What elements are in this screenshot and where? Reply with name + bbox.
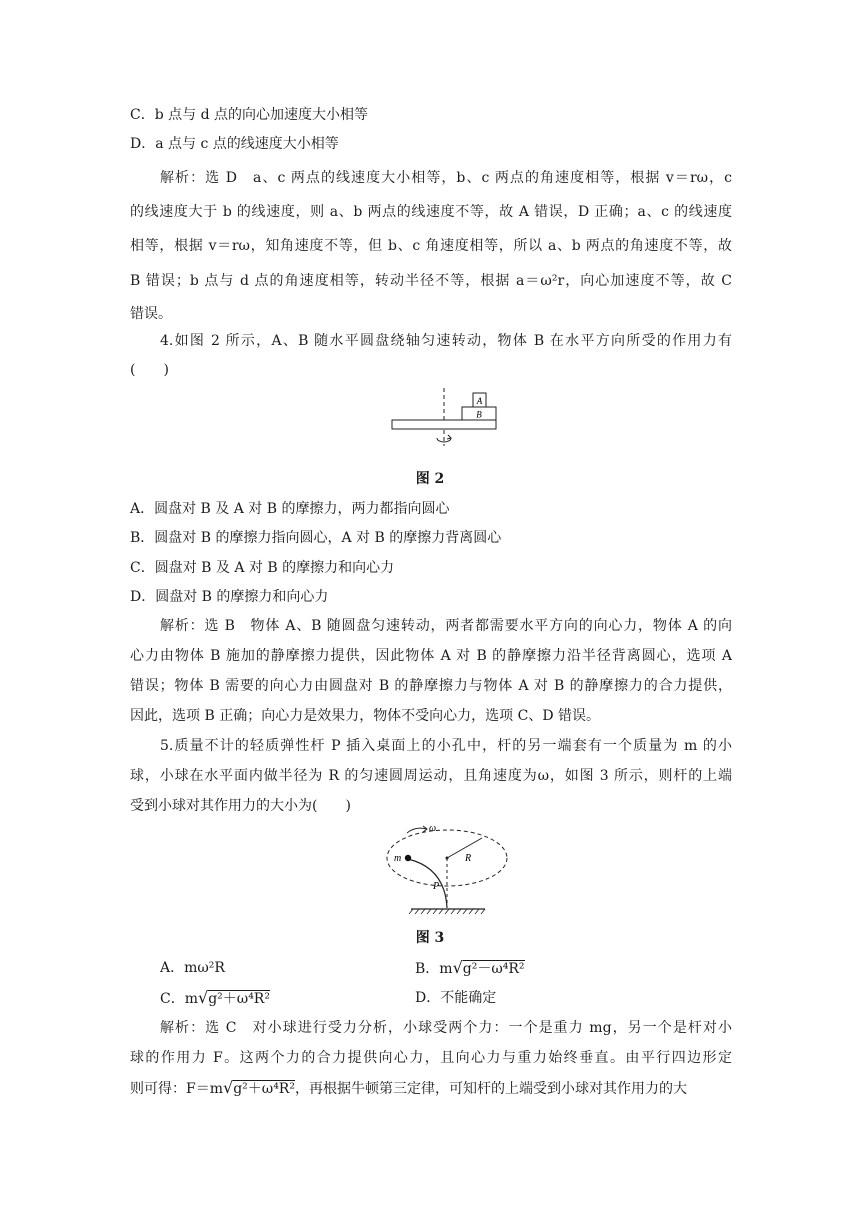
figure-3-caption: 图 3 [415,930,445,946]
q5-stem-line-2: 球，小球在水平面内做半径为 R 的匀速圆周运动，且角速度为ω，如图 3 所示，则杆的上端 [130,768,732,784]
figure-2-diagram [385,388,505,458]
q5-analysis-line-1: 解析：选 C 对小球进行受力分析，小球受两个力：一个是重力 mg，另一个是杆对小 [160,1020,732,1036]
q3-analysis-line-4: B 错误；b 点与 d 点的角速度相等，转动半径不等，根据 a＝ω²r，向心加速度不等，故 C [130,273,732,289]
figure-3-diagram [385,820,525,920]
q4-analysis-line-1: 解析：选 B 物体 A、B 随圆盘匀速转动，两者都需要水平方向的向心力，物体 A 的向 [160,618,732,634]
ball-m [405,855,411,861]
q5-option-a: A．mω²R [160,960,225,976]
q4-option-d: D．圆盘对 B 的摩擦力和向心力 [130,589,329,605]
q4-stem-line-1: 4.如图 2 所示，A、B 随水平圆盘绕轴匀速转动，物体 B 在水平方向所受的作用力有 [160,333,732,349]
q3-option-c: C．b 点与 d 点的向心加速度大小相等 [130,107,368,123]
label-m: m [394,853,402,864]
q3-analysis-line-3: 相等，根据 v＝rω，知角速度不等，但 b、c 角速度相等，所以 a、b 两点的角速度不等，故 [130,238,732,254]
q3-option-d: D．a 点与 c 点的线速度大小相等 [130,136,339,152]
q4-option-c: C．圆盘对 B 及 A 对 B 的摩擦力和向心力 [130,560,395,576]
q3-analysis-line-5: 错误。 [130,306,172,322]
q4-option-b: B．圆盘对 B 的摩擦力指向圆心，A 对 B 的摩擦力背离圆心 [130,530,502,546]
sqrt-sign-icon: √ [452,958,463,977]
q5-option-c [160,987,270,1010]
label-p: P [433,881,440,892]
q5-analysis-line-2: 球的作用力 F。这两个力的合力提供向心力，且向心力与重力始终垂直。由平行四边形定 [130,1050,732,1066]
q4-option-a: A．圆盘对 B 及 A 对 B 的摩擦力，两力都指向圆心 [130,501,450,517]
q5-analysis-line-3-prefix: 则可得：F＝m [130,1081,223,1097]
q5-option-d: D．不能确定 [415,990,497,1006]
q5-stem-line-3: 受到小球对其作用力的大小为( ) [130,798,351,814]
q5-option-c-prefix: C．m [160,991,198,1007]
q5-analysis-line-3-suffix: ，再根据牛顿第三定律，可知杆的上端受到小球对其作用力的大 [294,1081,687,1097]
figure-2-caption: 图 2 [415,471,445,487]
q4-stem-line-2: ( ) [130,362,169,378]
label-block-b: B [476,409,482,420]
q4-analysis-line-2: 心力由物体 B 施加的静摩擦力提供，因此物体 A 对 B 的静摩擦力沿半径背离圆心，选项 A [130,648,732,664]
disk [392,420,496,429]
q5-analysis-line-3-radicand: g²＋ω⁴R² [233,1081,295,1097]
q5-analysis-line-3 [130,1077,732,1100]
q5-option-b-radicand: g²－ω⁴R² [462,961,525,977]
q3-analysis-line-1: 解析：选 D a、c 两点的线速度大小相等，b、c 两点的角速度相等，根据 v＝rω，c [160,170,732,186]
rotation-arrowhead [447,435,451,439]
label-r: R [465,853,472,864]
q3-analysis-line-2: 的线速度大于 b 的线速度，则 a、b 两点的线速度不等，故 A 错误，D 正确；a、c 的线速度 [130,204,732,220]
table-hatching [409,909,485,914]
q4-analysis-line-3: 错误；物体 B 需要的向心力由圆盘对 B 的静摩擦力与物体 A 对 B 的静摩擦力的合力提供， [130,678,732,694]
q4-analysis-line-4: 因此，选项 B 正确；向心力是效果力，物体不受向心力，选项 C、D 错误。 [130,708,601,724]
label-block-a: A [476,396,483,406]
q5-stem-line-1: 5.质量不计的轻质弹性杆 P 插入桌面上的小孔中，杆的另一端套有一个质量为 m 的小 [160,738,732,754]
q5-option-c-radicand: g²＋ω⁴R² [208,991,270,1007]
sqrt-sign-icon: √ [198,988,209,1007]
sqrt-sign-icon: √ [223,1078,234,1097]
elastic-rod [408,859,447,908]
q5-option-b-prefix: B．m [415,961,453,977]
q5-option-b [415,957,525,980]
center-point [446,857,449,860]
label-omega: ω [429,823,437,834]
